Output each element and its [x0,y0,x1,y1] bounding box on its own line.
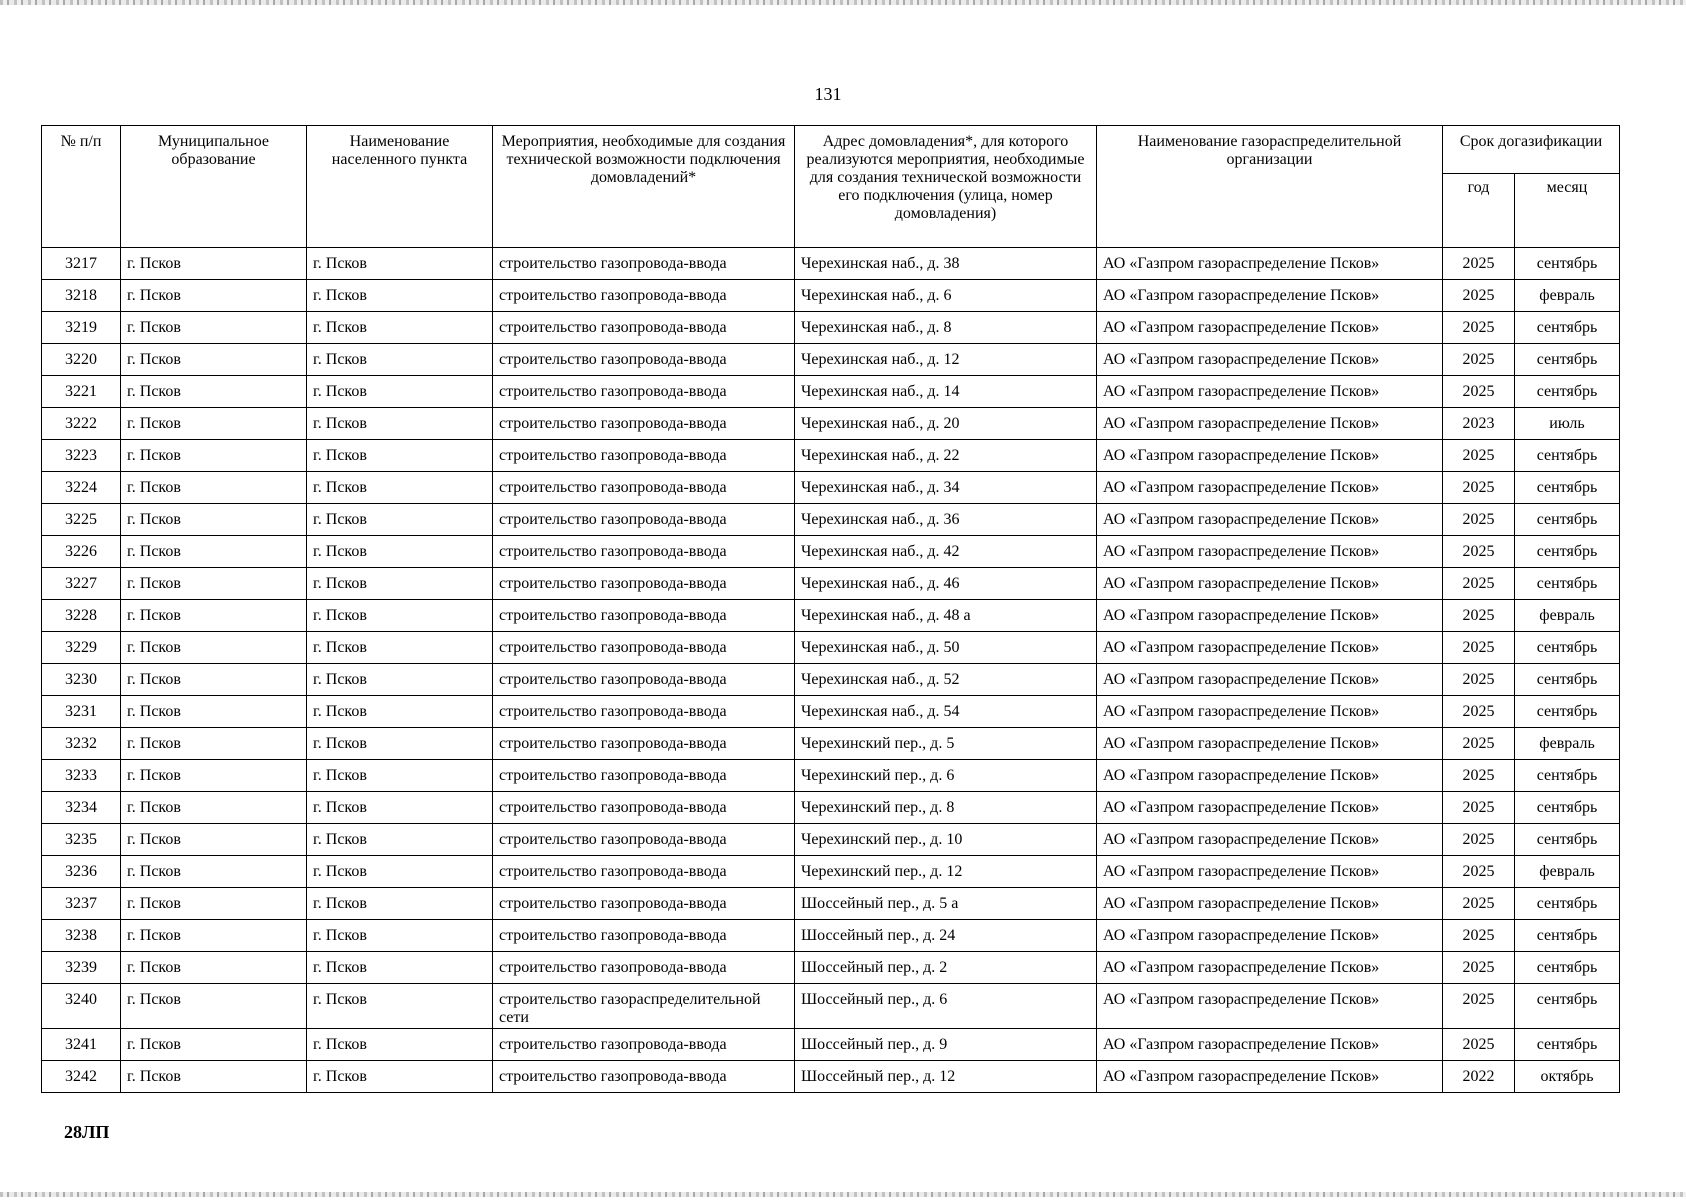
municipality-cell: г. Псков [121,760,307,792]
municipality-cell: г. Псков [121,632,307,664]
table-row [42,824,1620,856]
municipality-cell: г. Псков [121,536,307,568]
header-settlement: Наименование населенного пункта [307,126,493,248]
address-cell: Черехинская наб., д. 8 [795,312,1097,344]
municipality-cell: г. Псков [121,504,307,536]
municipality-cell: г. Псков [121,1061,307,1093]
row-number: 3221 [42,376,121,408]
address-cell: Шоссейный пер., д. 2 [795,952,1097,984]
municipality-cell: г. Псков [121,952,307,984]
row-number: 3237 [42,888,121,920]
year-cell: 2025 [1443,1029,1515,1061]
year-cell: 2025 [1443,344,1515,376]
measure-cell: строительство газопровода-ввода [493,280,795,312]
measure-cell: строительство газопровода-ввода [493,760,795,792]
settlement-cell: г. Псков [307,696,493,728]
address-cell: Черехинский пер., д. 8 [795,792,1097,824]
table-row [42,856,1620,888]
organization-cell: АО «Газпром газораспределение Псков» [1097,376,1443,408]
year-cell: 2025 [1443,696,1515,728]
address-cell: Черехинская наб., д. 22 [795,440,1097,472]
row-number: 3223 [42,440,121,472]
measure-cell: строительство газопровода-ввода [493,856,795,888]
settlement-cell: г. Псков [307,504,493,536]
municipality-cell: г. Псков [121,792,307,824]
organization-cell: АО «Газпром газораспределение Псков» [1097,856,1443,888]
municipality-cell: г. Псков [121,344,307,376]
table-body [42,248,1620,1093]
organization-cell: АО «Газпром газораспределение Псков» [1097,504,1443,536]
header-org: Наименование газораспределительной организации [1097,126,1443,248]
organization-cell: АО «Газпром газораспределение Псков» [1097,984,1443,1029]
month-cell: июль [1515,408,1620,440]
year-cell: 2025 [1443,568,1515,600]
month-cell: сентябрь [1515,952,1620,984]
table-row [42,632,1620,664]
measure-cell: строительство газораспределительной сети [493,984,795,1029]
row-number: 3240 [42,984,121,1029]
row-number: 3241 [42,1029,121,1061]
municipality-cell: г. Псков [121,408,307,440]
settlement-cell: г. Псков [307,728,493,760]
year-cell: 2025 [1443,664,1515,696]
measure-cell: строительство газопровода-ввода [493,568,795,600]
settlement-cell: г. Псков [307,888,493,920]
month-cell: сентябрь [1515,632,1620,664]
month-cell: февраль [1515,280,1620,312]
settlement-cell: г. Псков [307,856,493,888]
row-number: 3228 [42,600,121,632]
row-number: 3220 [42,344,121,376]
month-cell: сентябрь [1515,984,1620,1029]
row-number: 3225 [42,504,121,536]
measure-cell: строительство газопровода-ввода [493,952,795,984]
table-row [42,408,1620,440]
address-cell: Черехинский пер., д. 5 [795,728,1097,760]
municipality-cell: г. Псков [121,1029,307,1061]
measure-cell: строительство газопровода-ввода [493,1029,795,1061]
year-cell: 2025 [1443,600,1515,632]
organization-cell: АО «Газпром газораспределение Псков» [1097,952,1443,984]
municipality-cell: г. Псков [121,920,307,952]
table-row [42,248,1620,280]
table-row [42,888,1620,920]
header-month: месяц [1515,174,1620,248]
table-row [42,984,1620,1029]
year-cell: 2025 [1443,440,1515,472]
settlement-cell: г. Псков [307,952,493,984]
year-cell: 2025 [1443,824,1515,856]
municipality-cell: г. Псков [121,728,307,760]
table-row [42,344,1620,376]
month-cell: сентябрь [1515,696,1620,728]
address-cell: Черехинская наб., д. 20 [795,408,1097,440]
measure-cell: строительство газопровода-ввода [493,728,795,760]
municipality-cell: г. Псков [121,856,307,888]
measure-cell: строительство газопровода-ввода [493,504,795,536]
settlement-cell: г. Псков [307,408,493,440]
year-cell: 2025 [1443,632,1515,664]
measure-cell: строительство газопровода-ввода [493,312,795,344]
month-cell: сентябрь [1515,376,1620,408]
address-cell: Черехинская наб., д. 34 [795,472,1097,504]
settlement-cell: г. Псков [307,920,493,952]
month-cell: сентябрь [1515,824,1620,856]
municipality-cell: г. Псков [121,664,307,696]
settlement-cell: г. Псков [307,632,493,664]
table-row [42,312,1620,344]
municipality-cell: г. Псков [121,888,307,920]
row-number: 3234 [42,792,121,824]
settlement-cell: г. Псков [307,376,493,408]
address-cell: Шоссейный пер., д. 6 [795,984,1097,1029]
row-number: 3233 [42,760,121,792]
year-cell: 2025 [1443,760,1515,792]
municipality-cell: г. Псков [121,312,307,344]
address-cell: Черехинский пер., д. 6 [795,760,1097,792]
settlement-cell: г. Псков [307,312,493,344]
settlement-cell: г. Псков [307,440,493,472]
year-cell: 2025 [1443,952,1515,984]
year-cell: 2025 [1443,888,1515,920]
year-cell: 2025 [1443,920,1515,952]
header-year: год [1443,174,1515,248]
row-number: 3218 [42,280,121,312]
table-row [42,1029,1620,1061]
month-cell: сентябрь [1515,792,1620,824]
month-cell: февраль [1515,728,1620,760]
organization-cell: АО «Газпром газораспределение Псков» [1097,472,1443,504]
address-cell: Черехинская наб., д. 48 а [795,600,1097,632]
year-cell: 2025 [1443,376,1515,408]
address-cell: Черехинская наб., д. 6 [795,280,1097,312]
organization-cell: АО «Газпром газораспределение Псков» [1097,664,1443,696]
measure-cell: строительство газопровода-ввода [493,920,795,952]
municipality-cell: г. Псков [121,248,307,280]
gasification-table [41,125,1620,1093]
organization-cell: АО «Газпром газораспределение Псков» [1097,440,1443,472]
organization-cell: АО «Газпром газораспределение Псков» [1097,536,1443,568]
organization-cell: АО «Газпром газораспределение Псков» [1097,1061,1443,1093]
address-cell: Черехинская наб., д. 38 [795,248,1097,280]
settlement-cell: г. Псков [307,792,493,824]
organization-cell: АО «Газпром газораспределение Псков» [1097,824,1443,856]
address-cell: Черехинская наб., д. 52 [795,664,1097,696]
settlement-cell: г. Псков [307,568,493,600]
measure-cell: строительство газопровода-ввода [493,632,795,664]
table-row [42,952,1620,984]
month-cell: сентябрь [1515,888,1620,920]
scan-edge-top [0,0,1686,5]
row-number: 3231 [42,696,121,728]
measure-cell: строительство газопровода-ввода [493,472,795,504]
measure-cell: строительство газопровода-ввода [493,824,795,856]
year-cell: 2025 [1443,504,1515,536]
organization-cell: АО «Газпром газораспределение Псков» [1097,568,1443,600]
table-row [42,664,1620,696]
organization-cell: АО «Газпром газораспределение Псков» [1097,888,1443,920]
table-row [42,728,1620,760]
measure-cell: строительство газопровода-ввода [493,536,795,568]
address-cell: Черехинский пер., д. 10 [795,824,1097,856]
table-row [42,568,1620,600]
scan-edge-bottom [0,1192,1686,1197]
month-cell: сентябрь [1515,344,1620,376]
table-row [42,280,1620,312]
settlement-cell: г. Псков [307,344,493,376]
municipality-cell: г. Псков [121,600,307,632]
organization-cell: АО «Газпром газораспределение Псков» [1097,632,1443,664]
row-number: 3238 [42,920,121,952]
municipality-cell: г. Псков [121,472,307,504]
address-cell: Шоссейный пер., д. 9 [795,1029,1097,1061]
organization-cell: АО «Газпром газораспределение Псков» [1097,312,1443,344]
organization-cell: АО «Газпром газораспределение Псков» [1097,344,1443,376]
table-row [42,792,1620,824]
settlement-cell: г. Псков [307,664,493,696]
month-cell: октябрь [1515,1061,1620,1093]
month-cell: сентябрь [1515,664,1620,696]
table-row [42,536,1620,568]
organization-cell: АО «Газпром газораспределение Псков» [1097,1029,1443,1061]
month-cell: сентябрь [1515,536,1620,568]
measure-cell: строительство газопровода-ввода [493,600,795,632]
municipality-cell: г. Псков [121,280,307,312]
page-number: 131 [814,84,842,104]
settlement-cell: г. Псков [307,248,493,280]
row-number: 3226 [42,536,121,568]
municipality-cell: г. Псков [121,376,307,408]
row-number: 3217 [42,248,121,280]
address-cell: Шоссейный пер., д. 24 [795,920,1097,952]
month-cell: сентябрь [1515,504,1620,536]
year-cell: 2023 [1443,408,1515,440]
footer-code: 28ЛП [64,1122,110,1142]
organization-cell: АО «Газпром газораспределение Псков» [1097,408,1443,440]
settlement-cell: г. Псков [307,824,493,856]
address-cell: Черехинская наб., д. 12 [795,344,1097,376]
municipality-cell: г. Псков [121,984,307,1029]
settlement-cell: г. Псков [307,536,493,568]
header-address: Адрес домовладения*, для которого реализуются мероприятия, необходимые для создания технической возможности его подключения (улица, номер домовладения) [795,126,1097,248]
address-cell: Шоссейный пер., д. 5 а [795,888,1097,920]
organization-cell: АО «Газпром газораспределение Псков» [1097,728,1443,760]
measure-cell: строительство газопровода-ввода [493,408,795,440]
address-cell: Черехинский пер., д. 12 [795,856,1097,888]
row-number: 3232 [42,728,121,760]
header-measures: Мероприятия, необходимые для создания технической возможности подключения домовладений* [493,126,795,248]
municipality-cell: г. Псков [121,696,307,728]
measure-cell: строительство газопровода-ввода [493,792,795,824]
settlement-cell: г. Псков [307,760,493,792]
table-row [42,920,1620,952]
measure-cell: строительство газопровода-ввода [493,664,795,696]
measure-cell: строительство газопровода-ввода [493,440,795,472]
month-cell: сентябрь [1515,472,1620,504]
month-cell: февраль [1515,600,1620,632]
municipality-cell: г. Псков [121,824,307,856]
table-row [42,760,1620,792]
month-cell: сентябрь [1515,440,1620,472]
month-cell: сентябрь [1515,312,1620,344]
year-cell: 2025 [1443,536,1515,568]
organization-cell: АО «Газпром газораспределение Псков» [1097,600,1443,632]
year-cell: 2025 [1443,248,1515,280]
year-cell: 2022 [1443,1061,1515,1093]
address-cell: Черехинская наб., д. 36 [795,504,1097,536]
row-number: 3239 [42,952,121,984]
municipality-cell: г. Псков [121,440,307,472]
table-row [42,376,1620,408]
row-number: 3230 [42,664,121,696]
header-deadline: Срок догазификации [1443,126,1620,174]
organization-cell: АО «Газпром газораспределение Псков» [1097,280,1443,312]
organization-cell: АО «Газпром газораспределение Псков» [1097,248,1443,280]
settlement-cell: г. Псков [307,600,493,632]
row-number: 3236 [42,856,121,888]
month-cell: сентябрь [1515,248,1620,280]
settlement-cell: г. Псков [307,1061,493,1093]
year-cell: 2025 [1443,984,1515,1029]
organization-cell: АО «Газпром газораспределение Псков» [1097,792,1443,824]
table-row [42,600,1620,632]
year-cell: 2025 [1443,312,1515,344]
row-number: 3227 [42,568,121,600]
header-municipality: Муниципальное образование [121,126,307,248]
year-cell: 2025 [1443,728,1515,760]
month-cell: сентябрь [1515,568,1620,600]
month-cell: сентябрь [1515,920,1620,952]
address-cell: Черехинская наб., д. 54 [795,696,1097,728]
measure-cell: строительство газопровода-ввода [493,248,795,280]
row-number: 3224 [42,472,121,504]
row-number: 3219 [42,312,121,344]
measure-cell: строительство газопровода-ввода [493,696,795,728]
table-row [42,1061,1620,1093]
month-cell: февраль [1515,856,1620,888]
settlement-cell: г. Псков [307,1029,493,1061]
settlement-cell: г. Псков [307,984,493,1029]
address-cell: Шоссейный пер., д. 12 [795,1061,1097,1093]
organization-cell: АО «Газпром газораспределение Псков» [1097,920,1443,952]
table-row [42,440,1620,472]
settlement-cell: г. Псков [307,472,493,504]
table-row [42,472,1620,504]
organization-cell: АО «Газпром газораспределение Псков» [1097,696,1443,728]
address-cell: Черехинская наб., д. 42 [795,536,1097,568]
row-number: 3235 [42,824,121,856]
settlement-cell: г. Псков [307,280,493,312]
month-cell: сентябрь [1515,760,1620,792]
year-cell: 2025 [1443,856,1515,888]
table-row [42,504,1620,536]
organization-cell: АО «Газпром газораспределение Псков» [1097,760,1443,792]
row-number: 3222 [42,408,121,440]
address-cell: Черехинская наб., д. 46 [795,568,1097,600]
measure-cell: строительство газопровода-ввода [493,344,795,376]
year-cell: 2025 [1443,280,1515,312]
measure-cell: строительство газопровода-ввода [493,888,795,920]
municipality-cell: г. Псков [121,568,307,600]
year-cell: 2025 [1443,472,1515,504]
row-number: 3242 [42,1061,121,1093]
table-row [42,696,1620,728]
measure-cell: строительство газопровода-ввода [493,1061,795,1093]
row-number: 3229 [42,632,121,664]
address-cell: Черехинская наб., д. 14 [795,376,1097,408]
address-cell: Черехинская наб., д. 50 [795,632,1097,664]
measure-cell: строительство газопровода-ввода [493,376,795,408]
year-cell: 2025 [1443,792,1515,824]
month-cell: сентябрь [1515,1029,1620,1061]
header-num: № п/п [42,126,121,248]
